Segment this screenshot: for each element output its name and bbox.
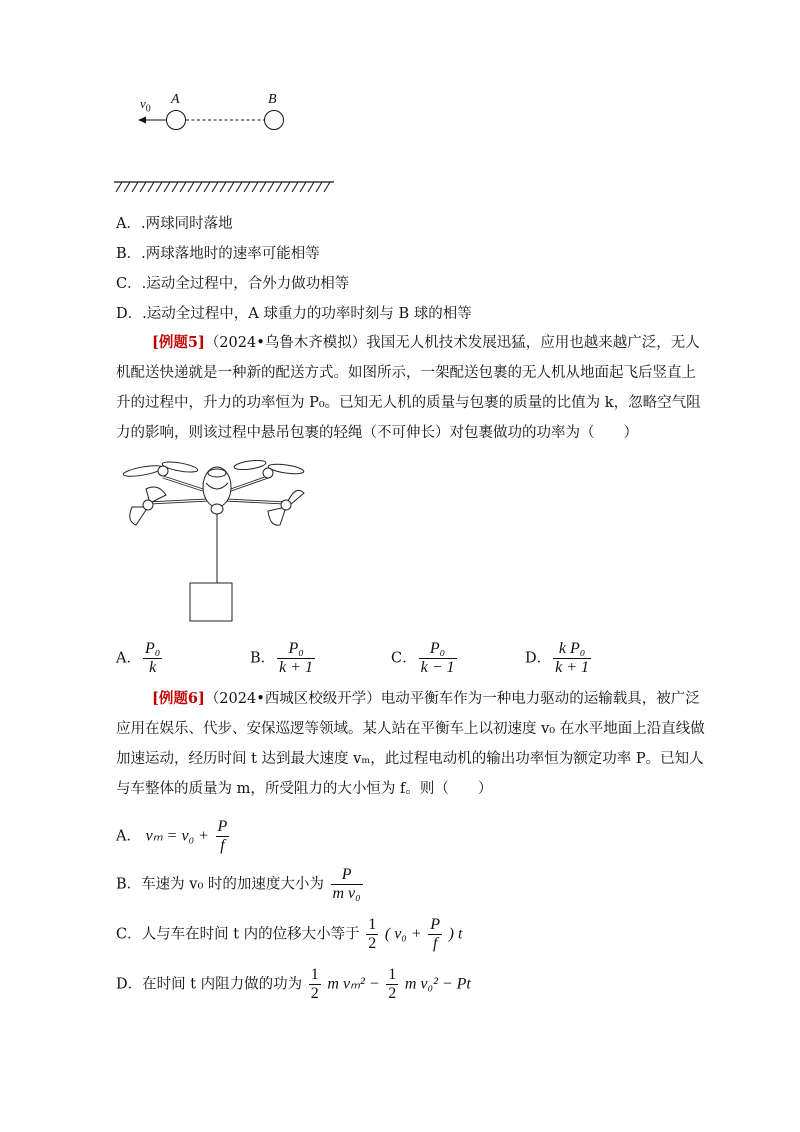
example5-tag: [例题5] [152,334,205,351]
hatch-mark [204,182,210,192]
example6-tag: [例题6] [152,690,205,707]
hatch-mark [132,182,138,192]
q4-option-c: C．.运动全过程中，合外力做功相等 [116,276,350,292]
hatch-mark [140,182,146,192]
hatch-mark [316,182,322,192]
ball-a [167,111,186,130]
hatch-mark [276,182,282,192]
drone-figure [118,455,318,625]
velocity-arrowhead [138,117,146,124]
example5-option-b: B． $\frac{\text{P₀}}{k + 1}$ [250,640,314,676]
hatch-mark [188,182,194,192]
example6-stem [116,684,710,804]
example5-option-c: C． $\frac{\text{P₀}}{k - 1}$ [391,640,455,676]
label-b: B [268,92,277,107]
example6-option-a: A． vₘ = v₀ + $\frac{P}{f}$ [116,818,228,854]
hatch-mark [308,182,314,192]
ground-hatch [114,180,336,194]
hatch-mark [236,182,242,192]
ball-b [265,111,284,130]
q4-option-d: D．.运动全过程中，A 球重力的功率时刻与 B 球的相等 [116,306,472,322]
hatch-mark [124,182,130,192]
example6-option-d: D．在时间 t 内阻力做的功为 $\frac{1}{2}$ m vₘ² − $\frac{1}{2}$ m v₀² − Pt [116,966,471,1002]
example6-option-b: B．车速为 v₀ 时的加速度大小为 $\frac{P}{\text{m v₀}}$ [116,866,361,902]
example6-body: 电动平衡车作为一种电力驱动的运输载具，被广泛应用在娱乐、代步、安保巡逻等领域。某人站在平衡车上以初速度 v₀ 在水平地面上沿直线做加速运动，经历时间 t 达到最大速度 vₘ，此过程电动机的输出功率恒为额定功率 P。已知人与车整体的质量为 m，所受阻力的大小恒为 f。则（ ） [116,691,705,797]
example5-stem [116,328,710,448]
hatch-mark [284,182,290,192]
hatch-mark [300,182,306,192]
q4-option-b: B．.两球落地时的速率可能相等 [116,246,320,262]
hatch-mark [324,182,330,192]
example5-body: 我国无人机技术发展迅猛，应用也越来越广泛，无人机配送快递就是一种新的配送方式。如图所示，一架配送包裹的无人机从地面起飞后竖直上升的过程中，升力的功率恒为 P₀。已知无人机的质量与包裹的质量的比值为 k，忽略空气阻力的影响，则该过程中悬吊包裹的轻绳（不可伸长）对包裹做功的功率为（ ） [116,335,701,441]
example6-source: （2024•西城区校级开学） [204,691,381,707]
hatch-mark [292,182,298,192]
package-box [190,583,232,621]
hatch-mark [180,182,186,192]
hatch-mark [116,182,122,192]
label-a: A [171,92,180,107]
hatch-mark [268,182,274,192]
hatch-mark [252,182,258,192]
example5-option-d: D． $\frac{\text{k P₀}}{k + 1}$ [525,640,590,676]
hatch-mark [220,182,226,192]
q4-option-a: A．.两球同时落地 [116,216,233,232]
hatch-mark [164,182,170,192]
example5-source: （2024•乌鲁木齐模拟） [204,335,367,351]
v0-label: $v_0$ [140,96,151,115]
hatch-mark [148,182,154,192]
hatch-mark [156,182,162,192]
hatch-mark [244,182,250,192]
hatch-mark [196,182,202,192]
hatch-mark [260,182,266,192]
example6-option-c: C．人与车在时间 t 内的位移大小等于 $\frac{1}{2}$ ( v₀ + $\frac{P}{f}$ ) t [116,916,463,952]
hatch-mark [172,182,178,192]
hatch-mark [228,182,234,192]
example5-option-a: A． $\frac{\text{P₀}}{k}$ [116,640,161,676]
hatch-mark [212,182,218,192]
